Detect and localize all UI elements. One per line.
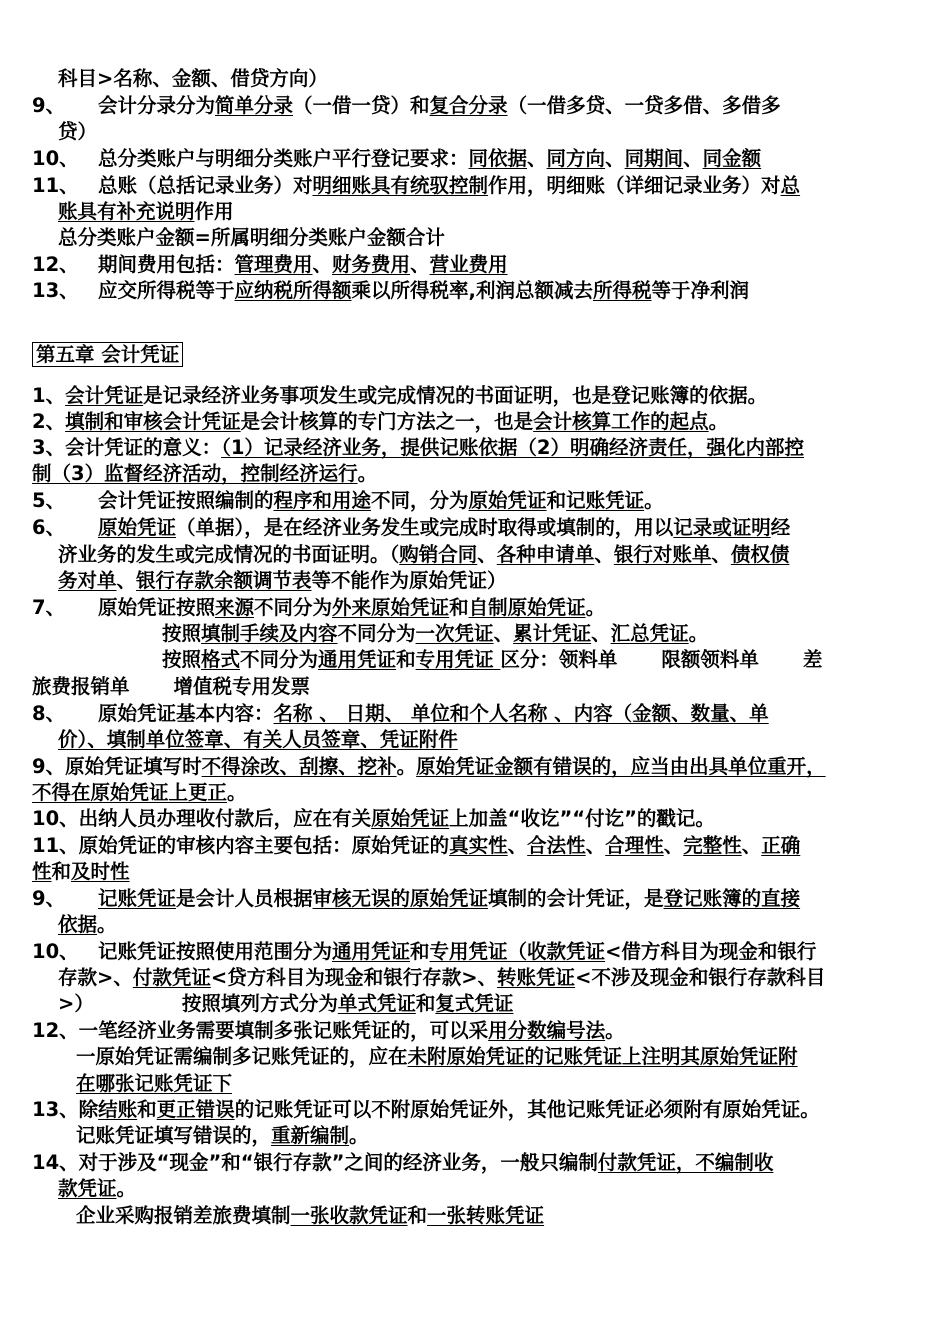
underlined-term: 填制手续及内容	[201, 622, 338, 645]
underlined-term: 原始凭证	[371, 807, 450, 830]
text-segment: 。	[227, 781, 247, 804]
text-segment: 、	[477, 543, 497, 566]
item-number: 11、	[32, 174, 79, 197]
text-segment: 、	[741, 834, 762, 857]
text-segment: 按照填列方式分为	[181, 992, 338, 1015]
text-segment: 、	[527, 147, 547, 170]
text-line	[58, 66, 922, 92]
text-segment: 、	[116, 569, 137, 592]
item-number: 10、	[32, 940, 79, 963]
underlined-term: 付款凭证，不编制收	[597, 1151, 774, 1174]
text-line	[32, 278, 922, 304]
underlined-term: 总	[780, 174, 801, 197]
underlined-term: 记账凭证	[566, 489, 645, 512]
text-segment: 限额领料单	[661, 648, 759, 671]
text-segment: 总分类账户金额=所属明细分类账户金额合计	[58, 226, 445, 249]
text-line	[32, 383, 922, 409]
text-segment: 和	[137, 1098, 157, 1121]
item-number: 7、	[32, 596, 66, 619]
text-segment: 和	[51, 860, 72, 883]
text-line	[32, 342, 922, 368]
text-segment: 应交所得税等于	[98, 279, 235, 302]
text-line	[32, 754, 922, 780]
text-line	[32, 461, 922, 487]
text-segment: 记账凭证按照使用范围分为	[98, 940, 333, 963]
underlined-term: 用分数编号法	[488, 1019, 606, 1042]
text-segment: 。	[349, 1124, 369, 1147]
underlined-term: 款凭证	[58, 1177, 117, 1200]
text-segment: 12、一笔经济业务需要填制多张记账凭证的，可以采	[32, 1019, 489, 1042]
item-number: 10、	[32, 147, 79, 170]
text-segment: 、	[507, 834, 528, 857]
text-segment: 期间费用包括：	[98, 253, 235, 276]
text-segment: 按照	[162, 622, 202, 645]
text-segment: 会计凭证按照编制的	[98, 489, 274, 512]
chapter-heading: 第五章 会计凭证	[32, 342, 183, 367]
text-segment: （一借一贷）和	[293, 94, 430, 117]
underlined-term: 财务费用	[332, 253, 411, 276]
text-segment: 记账凭证填写错误的，	[76, 1124, 272, 1147]
underlined-term: 制（3）监督经济活动，控制经济运行	[32, 462, 358, 485]
text-segment: 作用	[194, 200, 234, 223]
underlined-term: 格式	[201, 648, 241, 671]
underlined-term: 价）、填制单位签章、有关人员签章、凭证附件	[58, 728, 458, 751]
text-line	[32, 146, 922, 172]
underlined-term: 账具有补充说明	[58, 200, 195, 223]
text-segment: <借方科目为现金和银行	[605, 940, 817, 963]
underlined-term: 单式凭证	[337, 992, 416, 1015]
text-segment: 。	[396, 755, 417, 778]
text-line	[58, 965, 922, 991]
text-segment: 和	[546, 489, 567, 512]
underlined-term: 结账	[98, 1098, 138, 1121]
text-segment: 。	[644, 489, 664, 512]
underlined-term: 专用凭证（收款凭证	[429, 940, 606, 963]
text-segment: 和	[396, 648, 416, 671]
text-line	[32, 806, 922, 832]
underlined-term: 真实性	[449, 834, 508, 857]
item-number: 12、	[32, 253, 79, 276]
underlined-term: 一张收款凭证	[290, 1204, 408, 1227]
text-segment: 、	[410, 253, 430, 276]
text-line	[58, 568, 922, 594]
text-line	[58, 542, 922, 568]
text-segment: 原始凭证按照	[98, 596, 216, 619]
text-line	[32, 1018, 922, 1044]
text-segment: 经	[770, 516, 791, 539]
text-segment: 区分：领料单	[500, 648, 618, 671]
underlined-term: 完整性	[683, 834, 742, 857]
underlined-term: 务对单	[58, 569, 117, 592]
text-line	[32, 409, 922, 435]
underlined-term: 更正错误	[156, 1098, 235, 1121]
text-segment: 的记账凭证可以不附原始凭证外，其他记账凭证必须附有原始凭证。	[234, 1098, 820, 1121]
text-line	[162, 647, 922, 673]
underlined-term: 在哪张记账凭证下	[76, 1072, 233, 1095]
text-line	[58, 991, 922, 1017]
underlined-term: 依据	[58, 913, 98, 936]
text-line	[32, 252, 922, 278]
text-segment: 1、	[32, 384, 66, 407]
text-segment: <贷方科目为现金和银行存款>、	[210, 966, 498, 989]
text-segment: 和	[407, 1204, 428, 1227]
underlined-term: 登记账簿的直接	[663, 887, 801, 910]
text-segment: 乘以所得税率,利润总额减去	[351, 279, 593, 302]
text-segment: 贷）	[58, 120, 98, 143]
underlined-term: 合法性	[527, 834, 586, 857]
underlined-term: 复合分录	[429, 94, 508, 117]
text-line	[32, 1097, 922, 1123]
text-segment: 。	[585, 596, 606, 619]
item-number: 13、	[32, 279, 79, 302]
underlined-term: 累计凭证	[513, 622, 592, 645]
text-segment: 、	[493, 622, 514, 645]
text-segment: 。	[688, 622, 709, 645]
text-segment: 按照	[162, 648, 202, 671]
underlined-term: 汇总凭证	[610, 622, 689, 645]
text-line	[58, 912, 922, 938]
text-segment: 9、原始凭证填写时	[32, 755, 202, 778]
text-segment: 11、原始凭证的审核内容主要包括：原始凭证的	[32, 834, 450, 857]
text-line	[32, 939, 922, 965]
text-segment: >）	[58, 992, 94, 1015]
underlined-term: 一次凭证	[415, 622, 494, 645]
text-segment: 和	[449, 596, 469, 619]
underlined-term: 重新编制	[271, 1124, 350, 1147]
text-segment: <不涉及现金和银行存款科目	[575, 966, 826, 989]
text-line	[58, 199, 922, 225]
text-line	[32, 701, 922, 727]
underlined-term: 原始凭证	[98, 516, 177, 539]
text-line	[32, 515, 922, 541]
text-segment: 、	[312, 253, 333, 276]
underlined-term: 复式凭证	[435, 992, 514, 1015]
text-segment: 增值税专用发票	[173, 675, 311, 698]
underlined-term: 管理费用	[234, 253, 313, 276]
underlined-term: 程序和用途	[273, 489, 372, 512]
text-line	[32, 173, 922, 199]
text-line	[162, 621, 922, 647]
underlined-term: 各种申请单	[496, 543, 595, 566]
text-segment: 作用，明细账（详细记录业务）对	[488, 174, 781, 197]
text-line	[76, 1071, 922, 1097]
text-segment: 和	[410, 940, 430, 963]
text-segment: 、	[594, 543, 614, 566]
text-segment: 。	[97, 913, 117, 936]
underlined-term: 通用凭证	[332, 940, 411, 963]
text-line	[76, 1123, 922, 1149]
text-segment: 14、对于涉及“现金”和“银行存款”之间的经济业务，一般只编制	[32, 1151, 598, 1174]
underlined-term: 原始凭证	[468, 489, 547, 512]
underlined-term: 简单分录	[215, 94, 294, 117]
underlined-term: 转账凭证	[497, 966, 576, 989]
underlined-term: 审核无误的原始凭证	[312, 887, 489, 910]
text-line	[76, 1044, 922, 1070]
text-segment: 。	[708, 410, 729, 433]
text-segment: 原始凭证基本内容：	[98, 702, 274, 725]
text-segment: 、	[683, 147, 703, 170]
underlined-term: 不得在原始凭证上更正	[32, 781, 228, 804]
text-line	[32, 886, 922, 912]
text-segment: 是会计人员根据	[176, 887, 313, 910]
text-line	[32, 93, 922, 119]
text-line	[32, 1150, 922, 1176]
text-segment: 总账（总括记录业务）对	[98, 174, 313, 197]
underlined-term: 同依据	[468, 147, 528, 170]
text-line	[58, 727, 922, 753]
underlined-term: 同方向	[546, 147, 606, 170]
underlined-term: 正确	[761, 834, 801, 857]
item-number: 9、	[32, 887, 66, 910]
underlined-term: 债权债	[730, 543, 790, 566]
text-segment: 、	[605, 147, 625, 170]
text-segment: 10、出纳人员办理收付款后，应在有关	[32, 807, 372, 830]
underlined-term: 会计核算工作的起点	[533, 410, 709, 433]
underlined-term: 原始凭证金额有错误的，应当由出具单位重开，	[416, 755, 826, 778]
text-segment: 科目>名称、金额、借贷方向）	[58, 67, 328, 90]
text-segment: 、	[585, 834, 606, 857]
underlined-term: 应纳税所得额	[234, 279, 352, 302]
text-segment: 是会计核算的专门方法之一，也是	[240, 410, 534, 433]
text-line	[58, 1176, 922, 1202]
text-segment: 。	[605, 1019, 625, 1042]
text-segment: （单据），是在经济业务发生或完成时取得或填制的，用以	[176, 516, 674, 539]
item-number: 9、	[32, 94, 66, 117]
underlined-term: 通用凭证	[318, 648, 397, 671]
text-segment: 不同，分为	[371, 489, 469, 512]
underlined-term: 付款凭证	[132, 966, 211, 989]
underlined-term: 及时性	[71, 860, 130, 883]
text-segment: 、	[711, 543, 731, 566]
text-segment: 填制的会计凭证，是	[488, 887, 664, 910]
text-segment: 总分类账户与明细分类账户平行登记要求：	[98, 147, 469, 170]
underlined-term: 性	[32, 860, 52, 883]
underlined-term: 外来原始凭证	[332, 596, 450, 619]
text-segment: 等于净利润	[651, 279, 749, 302]
item-number: 5、	[32, 489, 66, 512]
text-segment: 上加盖“收讫”“付讫”的戳记。	[449, 807, 715, 830]
text-segment: 、	[591, 622, 611, 645]
item-number: 8、	[32, 702, 66, 725]
text-segment: 13、除	[32, 1098, 99, 1121]
underlined-term: 营业费用	[429, 253, 508, 276]
underlined-term: 购销合同	[399, 543, 478, 566]
text-segment: 一原始凭证需编制多记账凭证的，应在	[76, 1045, 408, 1068]
text-segment: 。	[116, 1177, 137, 1200]
text-line	[32, 488, 922, 514]
text-segment: 和	[415, 992, 436, 1015]
text-segment: （一借多贷、一贷多借、多借多	[507, 94, 781, 117]
underlined-term: 所得税	[592, 279, 652, 302]
underlined-term: 同金额	[702, 147, 762, 170]
underlined-term: 填制和审核会计凭证	[65, 410, 241, 433]
text-line	[32, 780, 922, 806]
underlined-term: 来源	[215, 596, 255, 619]
underlined-term: （1）记录经济业务，提供记账依据（2）明确经济责任，强化内部控	[221, 436, 804, 459]
text-line	[76, 1203, 922, 1229]
text-line	[32, 833, 922, 859]
underlined-term: 专用凭证	[415, 648, 501, 671]
text-segment: 差	[802, 648, 823, 671]
text-segment: 不同分为	[240, 648, 319, 671]
underlined-term: 银行对账单	[613, 543, 712, 566]
text-segment: 不同分为	[337, 622, 416, 645]
underlined-term: 名称 、 日期、 单位和个人名称 、内容（金额、数量、单	[273, 702, 769, 725]
text-segment: 旅费报销单	[32, 675, 130, 698]
text-segment: 3、会计凭证的意义：	[32, 436, 222, 459]
text-segment: 会计分录分为	[98, 94, 216, 117]
underlined-term: 记账凭证	[98, 887, 177, 910]
text-line	[58, 119, 922, 145]
underlined-term: 会计凭证	[65, 384, 144, 407]
underlined-term: 记录或证明	[673, 516, 771, 539]
underlined-term: 不得涂改、刮擦、挖补	[201, 755, 397, 778]
underlined-term: 一张转账凭证	[427, 1204, 545, 1227]
text-segment: 。	[357, 462, 378, 485]
underlined-term: 同期间	[624, 147, 684, 170]
text-line	[32, 435, 922, 461]
text-segment: 企业采购报销差旅费填制	[76, 1204, 291, 1227]
underlined-term: 未附原始凭证的记账凭证上注明其原始凭证附	[407, 1045, 798, 1068]
text-line	[32, 674, 922, 700]
item-number: 6、	[32, 516, 66, 539]
text-segment: 等不能作为原始凭证）	[311, 569, 507, 592]
text-segment: 2、	[32, 410, 66, 433]
text-line	[32, 859, 922, 885]
text-segment: 、	[663, 834, 684, 857]
text-segment: 济业务的发生或完成情况的书面证明。（	[58, 543, 400, 566]
underlined-term: 自制原始凭证	[468, 596, 586, 619]
underlined-term: 银行存款余额调节表	[136, 569, 312, 592]
text-line	[58, 225, 922, 251]
text-segment: 是记录经济业务事项发生或完成情况的书面证明，也是登记账簿的依据。	[143, 384, 768, 407]
text-segment: 不同分为	[254, 596, 333, 619]
underlined-term: 明细账具有统驭控制	[312, 174, 489, 197]
text-line	[32, 595, 922, 621]
text-segment: 存款>、	[58, 966, 133, 989]
underlined-term: 合理性	[605, 834, 664, 857]
